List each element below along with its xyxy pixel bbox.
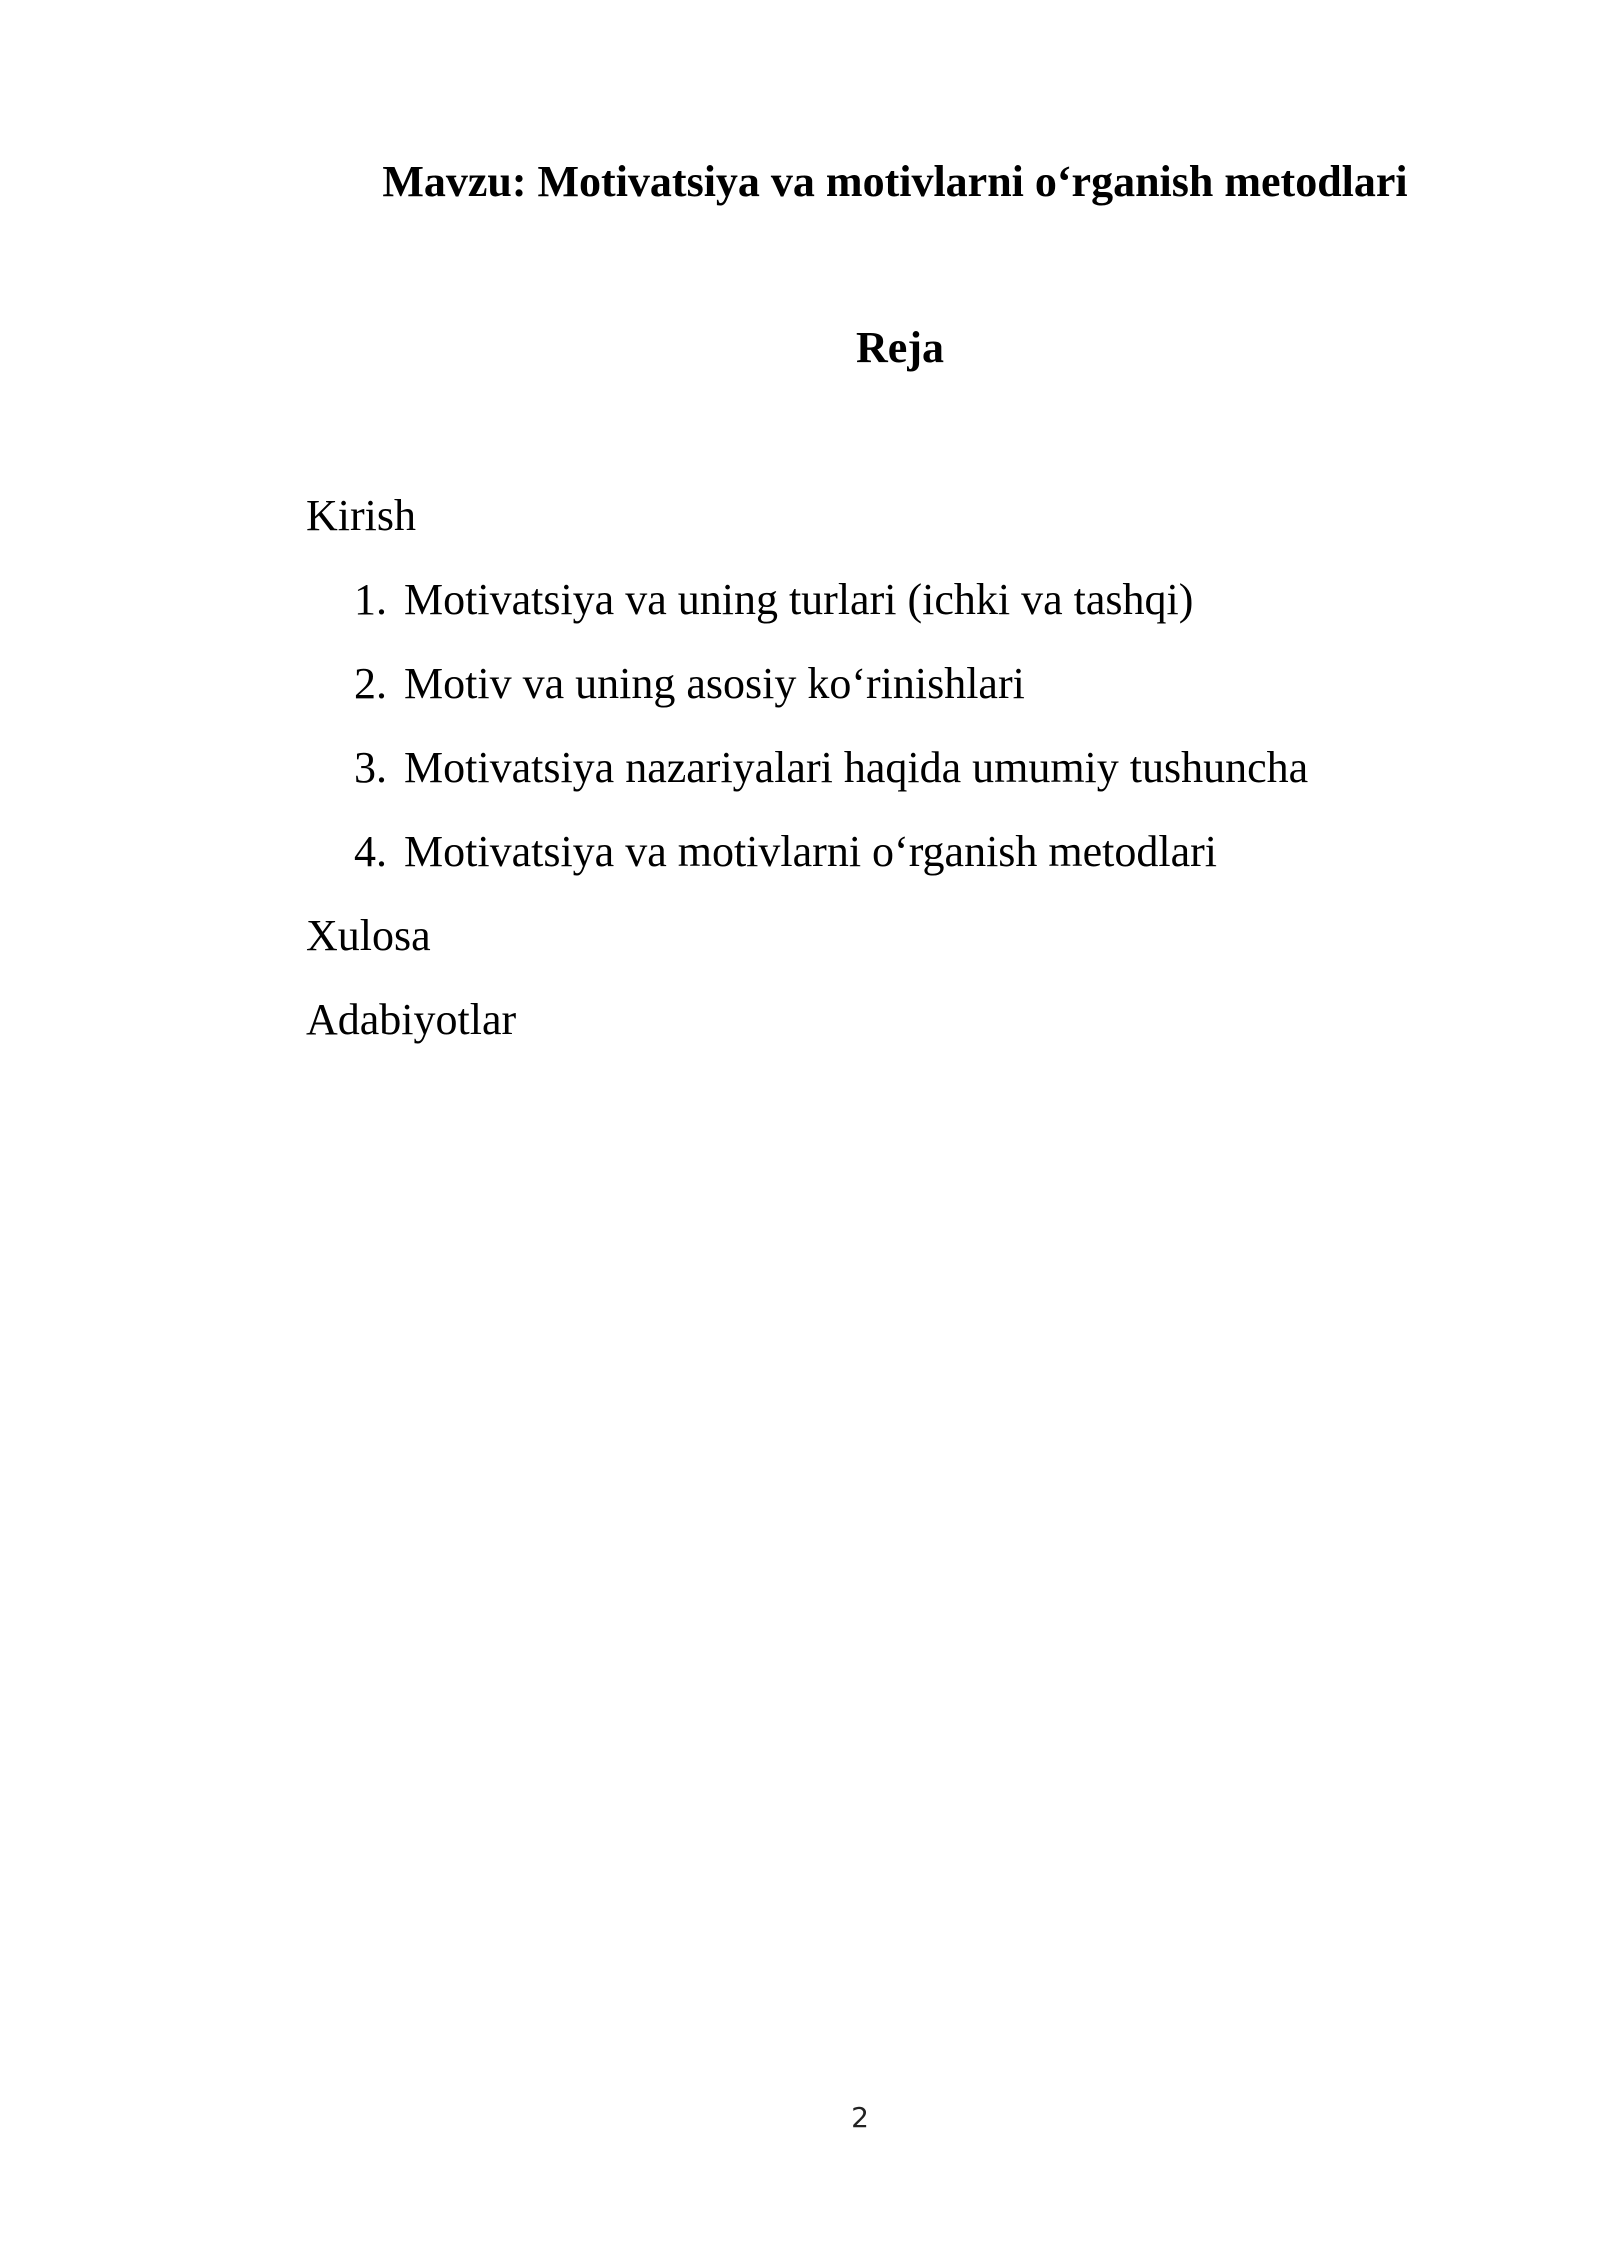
- plan-item-text: Motivatsiya va motivlarni o‘rganish metodlari: [404, 827, 1218, 876]
- plan-list-item: [354, 570, 1193, 630]
- plan-item-number: 2.: [354, 659, 387, 708]
- plan-item-number: 1.: [354, 575, 387, 624]
- plan-item-text: Motivatsiya nazariyalari haqida umumiy tushuncha: [404, 743, 1309, 792]
- topic-heading: Mavzu: Motivatsiya va motivlarni o‘rganish metodlari: [382, 157, 1408, 206]
- plan-item-text: Motivatsiya va uning turlari (ichki va tashqi): [404, 575, 1194, 624]
- plan-list-item: [354, 738, 1308, 798]
- plan-list-item: [354, 822, 1217, 882]
- page-number: 2: [851, 2101, 869, 2134]
- plan-list-item: [354, 654, 1025, 714]
- plan-item-number: 3.: [354, 743, 387, 792]
- plan-item-conclusion: Xulosa: [306, 911, 431, 960]
- plan-heading: Reja: [856, 323, 944, 372]
- plan-item-text: Motiv va uning asosiy ko‘rinishlari: [404, 659, 1025, 708]
- plan-item-literature: Adabiyotlar: [306, 995, 517, 1044]
- plan-item-number: 4.: [354, 827, 387, 876]
- plan-item-intro: Kirish: [306, 491, 416, 540]
